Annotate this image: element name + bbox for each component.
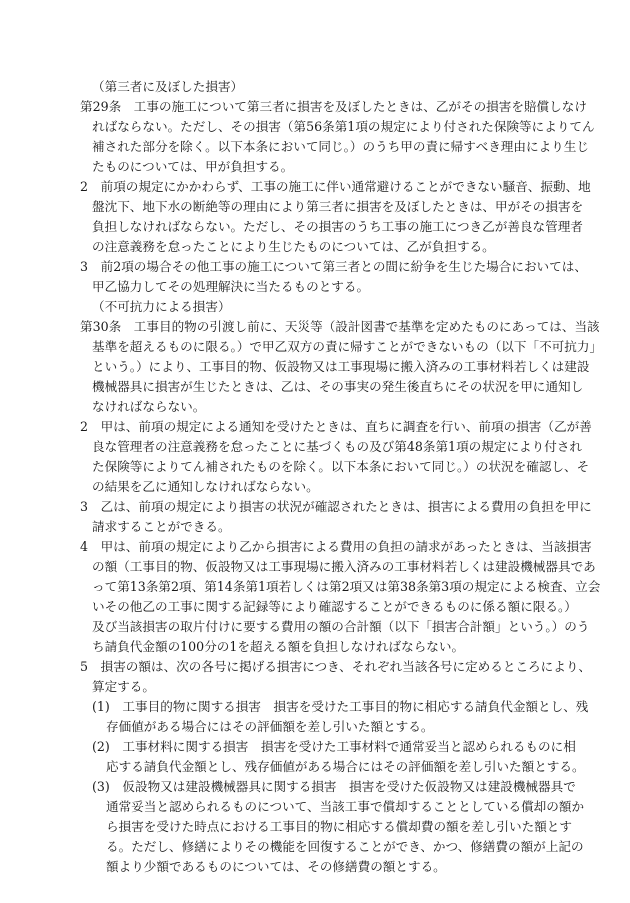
text-line: 存価値がある場合にはその評価額を差し引いた額とする。 [106, 719, 434, 734]
text-line: 2 甲は、前項の規定による通知を受けたときは、直ちに調査を行い、前項の損害（乙が善 [80, 419, 592, 434]
text-line: ら損害を受けた時点における工事目的物に相応する償却費の額を差し引いた額とす [106, 819, 572, 834]
text-line: 3 前2項の場合その他工事の施工について第三者との間に紛争を生じた場合においては、 [80, 259, 587, 274]
text-line: 甲乙協力してその処理解決に当たるものとする。 [92, 279, 370, 294]
text-line: る。ただし、修繕によりその機能を回復することができ、かつ、修繕費の額が上記の [106, 839, 584, 854]
text-line: (3) 仮設物又は建設機械器具に関する損害 損害を受けた仮設物又は建設機械器具で [92, 779, 576, 794]
text-line: の注意義務を怠ったことにより生じたものについては、乙が負担する。 [92, 239, 495, 254]
text-line: 及び当該損害の取片付けに要する費用の額の合計額（以下「損害合計額」という。）のう [92, 619, 590, 634]
text-line: なければならない。 [92, 399, 206, 414]
text-line: (1) 工事目的物に関する損害 損害を受けた工事目的物に相応する請負代金額とし、残 [92, 699, 589, 714]
text-line: 額より少額であるものについては、その修繕費の額とする。 [106, 859, 446, 874]
text-line: 第29条 工事の施工について第三者に損害を及ぼしたときは、乙がその損害を賠償しなけ [80, 99, 587, 114]
text-line: 3 乙は、前項の規定により損害の状況が確認されたときは、損害による費用の負担を甲に [80, 499, 592, 514]
text-line: 応する請負代金額とし、残存価値がある場合にはその評価額を差し引いた額とする。 [106, 759, 585, 774]
text-line: いその他乙の工事に関する記録等により確認することができるものに係る額に限る。） [92, 599, 577, 614]
text-line: た保険等によりてん補されたものを除く。以下本条において同じ。）の状況を確認し、そ [92, 459, 590, 474]
text-line: の額（工事目的物、仮設物又は工事現場に搬入済みの工事材料若しくは建設機械器具であ [92, 559, 596, 574]
text-line: 盤沈下、地下水の断絶等の理由により第三者に損害を及ぼしたときは、甲がその損害を [92, 199, 584, 214]
text-line: という。）により、工事目的物、仮設物又は工事現場に搬入済みの工事材料若しくは建設 [92, 359, 590, 374]
text-line: ればならない。ただし、その損害（第56条第1項の規定により付された保険等によりてん [92, 119, 595, 134]
text-line: 5 損害の額は、次の各号に掲げる損害につき、それぞれ当該各号に定めるところにより、 [80, 659, 592, 674]
text-line: 通常妥当と認められるものについて、当該工事で償却することとしている償却の額か [106, 799, 585, 814]
text-line: たものについては、甲が負担する。 [92, 159, 294, 174]
text-line: ち請負代金額の100分の1を超える額を負担しなければならない。 [92, 639, 465, 654]
text-line: 第30条 工事目的物の引渡し前に、天災等（設計図書で基準を定めたものにあっては、当該 [80, 319, 600, 334]
text-line: 算定する。 [92, 679, 155, 694]
text-line: 4 甲は、前項の規定により乙から損害による費用の負担の請求があったときは、当該損害 [80, 539, 592, 554]
text-line: 負担しなければならない。ただし、その損害のうち工事の施工につき乙が善良な管理者 [92, 219, 583, 234]
text-line: 機械器具に損害が生じたときは、乙は、その事実の発生後直ちにその状況を甲に通知し [92, 379, 584, 394]
text-line: 補された部分を除く。以下本条において同じ。）のうち甲の責に帰すべき理由により生じ [92, 139, 589, 154]
text-line: 請求することができる。 [92, 519, 231, 534]
text-line: 2 前項の規定にかかわらず、工事の施工に伴い通常避けることができない騒音、振動、地 [80, 179, 591, 194]
text-line: 良な管理者の注意義務を怠ったことに基づくもの及び第48条第1項の規定により付され [92, 439, 583, 454]
text-line: （第三者に及ぼした損害） [92, 79, 244, 94]
text-line: 基準を超えるものに限る。）で甲乙双方の責に帰すことができないもの（以下「不可抗力」 [92, 339, 603, 354]
text-line: の結果を乙に通知しなければならない。 [92, 479, 319, 494]
text-line: (2) 工事材料に関する損害 損害を受けた工事材料で通常妥当と認められるものに相 [92, 739, 576, 754]
text-line: （不可抗力による損害） [92, 299, 231, 314]
text-line: って第13条第2項、第14条第1項若しくは第2項又は第38条第3項の規定による検査、立会 [92, 579, 601, 594]
